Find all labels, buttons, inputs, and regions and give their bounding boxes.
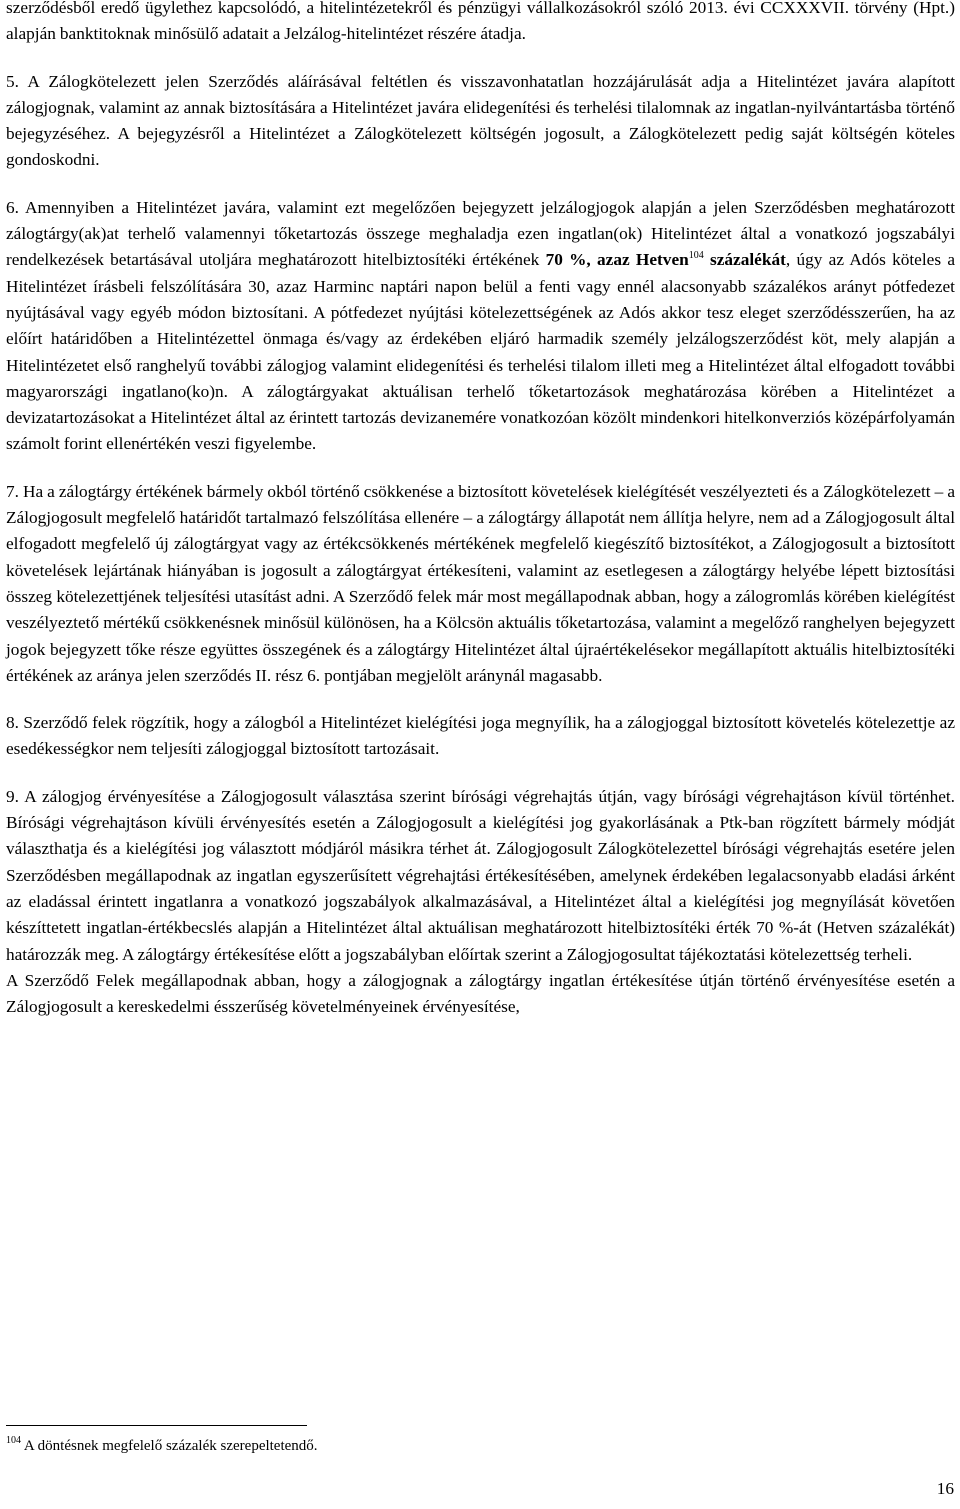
- footnote-number: 104: [6, 1435, 21, 1446]
- page-number: 16: [936, 1479, 954, 1498]
- paragraph-gap: [6, 689, 955, 710]
- paragraph-gap: [6, 763, 955, 784]
- paragraph-10: A Szerződő Felek megállapodnak abban, hogy a zálogjognak a zálogtárgy ingatlan értékesítése útján történő érvényesítése esetén a Zálogjogosult a kereskedelmi ésszerűség követelményeinek érvényesítése,: [6, 970, 955, 1017]
- paragraph-continued: szerződésből eredő ügylethez kapcsolódó, a hitelintézetekről és pénzügyi vállalkozásokról szóló 2013. évi CCXXXVII. törvény (Hpt.) alapján banktitoknak minősülő adatait a Jelzálog-hitelintézet részére átadja.: [6, 0, 955, 44]
- paragraph-gap: [6, 48, 955, 69]
- footnote-text: A döntésnek megfelelő százalék szerepeltetendő.: [21, 1438, 318, 1454]
- footnote: [6, 1436, 318, 1456]
- paragraph-6-text-b: , úgy az Adós köteles a Hitelintézet írásbeli felszólítására 30, azaz Harminc naptári napon belül a fenti vagy ennél alacsonyabb százalékos arányt pótfedezet nyújtásával vagy egyéb módon biztosítani. A pótfedezet nyújtási kötelezettségének az Adós akkor tesz eleget szerződésszerűen, ha az előírt határidőben a Hitelintézettel önmaga és/vagy az érdekében eljáró harmadik személy jelzálogszerződést köt, mely alapján a Hitelintézetet első ranghelyű további zálogjog valamint elidegenítési és terhelési tilalom illeti meg a Hitelintézet által elfogadott további magyarországi ingatlano(ko)n. A zálogtárgyakat aktuálisan terhelő tőketartozások meghatározása körében a Hitelintézet a devizatartozásokat a Hitelintézet által az érintett tartozás devizanemére vonatkozóan közölt mindenkori hitelkonverziós középárfolyamán számolt forint ellenértékén veszi figyelembe.: [6, 250, 955, 454]
- paragraph-8: 8. Szerződő felek rögzítik, hogy a zálogból a Hitelintézet kielégítési joga megnyílik, ha a zálogjoggal biztosított követelés kötelezettje az esedékességkor nem teljesíti zálogjoggal biztosított tartozásait.: [6, 713, 955, 759]
- paragraph-6-text-a: 6. Amennyiben a Hitelintézet javára, valamint ezt megelőzően bejegyzett jelzálogjogok alapján a jelen Szerződésben meghatározott zálogtárgy(ak)at terhelő valamennyi tőketartozás összege meghaladja ezen ingatlan(ok) Hitelintézet által a vonatkozó jogszabályi rendelkezések betartásával utoljára meghatározott hitelbiztosítéki értékének: [6, 197, 955, 270]
- paragraph-6: [6, 195, 955, 458]
- paragraph-5: 5. A Zálogkötelezett jelen Szerződés aláírásával feltétlen és visszavonhatatlan hozzájárulását adja a Hitelintézet javára alapított zálogjognak, valamint az annak biztosítására a Hitelintézet javára elidegenítési és terhelési tilalomnak az ingatlan-nyilvántartásba történő bejegyzéséhez. A bejegyzésről a Hitelintézet a Zálogkötelezett költségén jogosult, a Zálogkötelezett pedig saját költségén köteles gondoskodni.: [6, 71, 955, 170]
- percent-bold-a: 70 %, azaz Hetven: [545, 250, 689, 270]
- paragraph-gap: [6, 174, 955, 195]
- paragraph-gap: [6, 458, 955, 479]
- paragraph-9: 9. A zálogjog érvényesítése a Zálogjogosult választása szerint bírósági végrehajtás útján, vagy bírósági végrehajtáson kívül történhet. Bírósági végrehajtáson kívüli érvényesítés esetén a Zálogjogosult a kielégítési jog gyakorlásának a Ptk-ban rögzített bármely módját választhatja és a kielégítési jog választott módjáról másikra térhet át. Zálogjogosult Zálogkötelezettel bírósági végrehajtás esetére jelen Szerződésben megállapodnak az ingatlan egyszerűsített végrehajtási értékesítésében, amelynek érdekében legalacsonyabb eladási árként az eladással érintett ingatlanra a vonatkozó jogszabályok alkalmazásával, a Hitelintézet által a kielégítési jog megnyílását követően készíttetett ingatlan-értékbecslés alapján a Hitelintézet által aktuálisan meghatározott hitelbiztosítéki érték 70 %-át (Hetven százalékát) határozzák meg. A zálogtárgy értékesítése előtt a jogszabályban előírtak szerint a Zálogjogosultat tájékoztatási kötelezettség terheli.: [6, 786, 955, 964]
- document-page: [6, 0, 955, 1020]
- footnote-separator: [6, 1425, 307, 1426]
- percent-bold-b: százalékát: [703, 250, 786, 270]
- paragraph-7: 7. Ha a zálogtárgy értékének bármely okból történő csökkenése a biztosított követelések kielégítését veszélyezteti és a Zálogkötelezett – a Zálogjogosult megfelelő határidőt tartalmazó felszólítása ellenére – a zálogtárgy állapotát nem állítja helyre, nem ad a Zálogjogosult által elfogadott megfelelő új zálogtárgyat vagy az értékcsökkenés mértékének megfelelő kiegészítő biztosítékot, a Zálogjogosult a biztosított követelések lejártának hiányában is jogosult a zálogtárgyat értékesíteni, valamint az esetlegesen a zálogtárgy helyébe lépett biztosítási összeg kötelezettjének teljesítési utasítást adni. A Szerződő felek már most megállapodnak abban, hogy a zálogromlás körében kielégítést veszélyeztető mértékű csökkenésnek minősül különösen, ha a Kölcsön aktuális tőketartozása, valamint a megelőző ranghelyen bejegyzett jogok bejegyzett tőke része együttes összegének és a zálogtárgy Hitelintézet által újraértékelésekor megállapított aktuális hitelbiztosítéki értékének az aránya jelen szerződés II. rész 6. pontjában megjelölt aránynál magasabb.: [6, 481, 955, 685]
- footnote-reference[interactable]: 104: [688, 249, 704, 261]
